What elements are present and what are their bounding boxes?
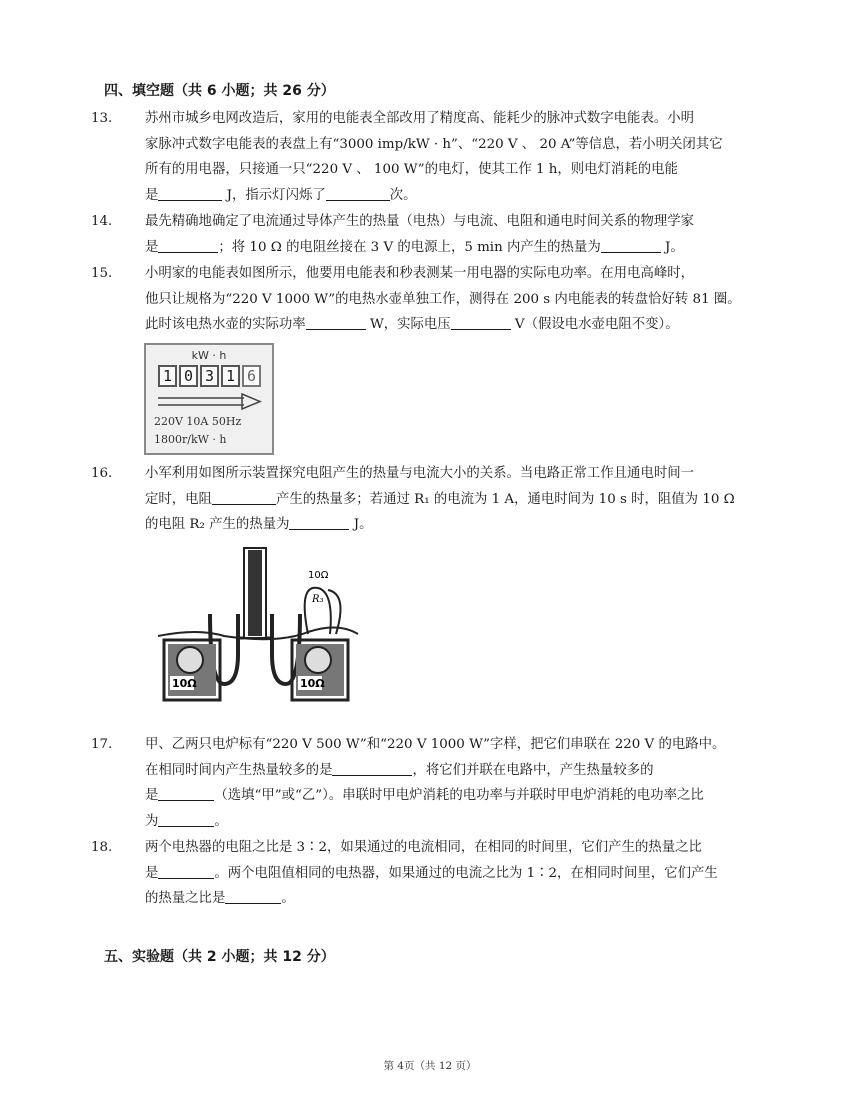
answer-blank[interactable] bbox=[601, 238, 661, 253]
q18-line3-text: 的热量之比是 bbox=[145, 891, 226, 907]
q13-line3: 所有的用电器，只接通一只“220 V 、 100 W”的电灯，使其工作 1 h，则电灯消耗的电能 bbox=[145, 162, 678, 178]
q13-line2: 家脉冲式数字电能表的表盘上有“3000 imp/kW · h”、“220 V 、 20 A”等信息，若小明关闭其它 bbox=[145, 136, 723, 152]
meter-spec: 220V 10A 50Hz bbox=[154, 415, 242, 428]
question-number: 14. bbox=[91, 214, 113, 229]
answer-blank[interactable] bbox=[289, 515, 349, 530]
right-resistor-label: 10Ω bbox=[300, 677, 325, 690]
q17-line3-text: （选填“甲”或“乙”）。串联时甲电炉消耗的电功率与并联时甲电炉消耗的电功率之比 bbox=[214, 788, 704, 804]
page-footer: 第 4页（共 12 页） bbox=[383, 1060, 477, 1072]
q18-line2-text: 。两个电阻值相同的电热器，如果通过的电流之比为 1∶2，在相同时间里，它们产生 bbox=[214, 865, 718, 881]
q17-line4-text: 。 bbox=[214, 814, 228, 830]
question-13 bbox=[91, 106, 766, 209]
arrow-icon bbox=[156, 393, 262, 411]
meter-digit: 0 bbox=[179, 365, 198, 387]
answer-blank[interactable] bbox=[158, 864, 214, 879]
q15-line3-text: V（假设电水壶电阻不变）。 bbox=[510, 317, 679, 333]
meter-digit: 3 bbox=[200, 365, 219, 387]
question-16 bbox=[91, 461, 766, 538]
section-title-fill-in: 四、填空题（共 6 小题；共 26 分） bbox=[104, 83, 335, 99]
q16-line1: 小军利用如图所示装置探究电阻产生的热量与电流大小的关系。当电路正常工作且通电时间一 bbox=[145, 466, 695, 481]
answer-blank[interactable] bbox=[158, 786, 214, 801]
q14-line2-text: 是 bbox=[145, 239, 159, 255]
answer-blank[interactable] bbox=[451, 315, 511, 330]
meter-digit: 1 bbox=[221, 365, 240, 387]
question-15 bbox=[91, 261, 766, 338]
q16-line2-text: 产生的热量多；若通过 R₁ 的电流为 1 A，通电时间为 10 s 时，阻值为 10 Ω bbox=[275, 491, 735, 507]
answer-blank[interactable] bbox=[158, 238, 218, 253]
answer-blank[interactable] bbox=[158, 186, 222, 201]
question-18 bbox=[91, 835, 766, 912]
q18-line2-text: 是 bbox=[145, 865, 159, 881]
question-number: 17. bbox=[91, 737, 113, 752]
q17-line1: 甲、乙两只电炉标有“220 V 500 W”和“220 V 1000 W”字样，把它们串联在 220 V 的电路中。 bbox=[145, 737, 726, 752]
meter-digit: 1 bbox=[158, 365, 177, 387]
q15-line3-text: 此时该电热水壶的实际功率 bbox=[145, 317, 306, 333]
question-number: 16. bbox=[91, 466, 113, 481]
question-14 bbox=[91, 209, 766, 260]
q17-line2-text: 在相同时间内产生热量较多的是 bbox=[145, 762, 333, 778]
q17-line2-text: ，将它们并联在电路中，产生热量较多的 bbox=[412, 762, 654, 778]
q14-line2-text: ；将 10 Ω 的电阻丝接在 3 V 的电源上，5 min 内产生的热量为 bbox=[218, 239, 601, 255]
question-number: 13. bbox=[91, 111, 113, 126]
q14-line1: 最先精确地确定了电流通过导体产生的热量（电热）与电流、电阻和通电时间关系的物理学家 bbox=[145, 214, 695, 229]
answer-blank[interactable] bbox=[332, 761, 412, 776]
q17-line4-text: 为 bbox=[145, 814, 159, 830]
q16-line2-text: 定时，电阻 bbox=[145, 491, 212, 507]
question-number: 15. bbox=[91, 266, 113, 281]
answer-blank[interactable] bbox=[212, 490, 276, 505]
answer-blank[interactable] bbox=[225, 889, 281, 904]
q13-line4-text: J，指示灯闪烁了 bbox=[222, 188, 326, 204]
heating-apparatus-figure bbox=[158, 544, 368, 704]
q15-line2: 他只让规格为“220 V 1000 W”的电热水壶单独工作，测得在 200 s 内电能表的转盘恰好转 81 圈。 bbox=[145, 291, 741, 307]
energy-meter-figure bbox=[144, 343, 274, 455]
meter-digit: 6 bbox=[242, 365, 261, 387]
q18-line3-text: 。 bbox=[281, 891, 295, 907]
question-number: 18. bbox=[91, 840, 113, 855]
q15-line3-text: W，实际电压 bbox=[365, 317, 451, 333]
question-17 bbox=[91, 732, 766, 835]
q17-line3-text: 是 bbox=[145, 788, 159, 804]
meter-digits bbox=[158, 365, 261, 387]
q13-line4-text: 是 bbox=[145, 188, 159, 204]
q15-line1: 小明家的电能表如图所示，他要用电能表和秒表测某一用电器的实际电功率。在用电高峰时， bbox=[145, 266, 695, 281]
section-title-experiment: 五、实验题（共 2 小题；共 12 分） bbox=[104, 949, 335, 965]
answer-blank[interactable] bbox=[158, 812, 214, 827]
q13-line4-text: 次。 bbox=[389, 188, 417, 204]
q13-line1: 苏州市城乡电网改造后，家用的电能表全部改用了精度高、能耗少的脉冲式数字电能表。小明 bbox=[145, 111, 695, 126]
q18-line1: 两个电热器的电阻之比是 3∶2，如果通过的电流相同，在相同的时间里，它们产生的热量之比 bbox=[145, 840, 702, 855]
meter-revolutions: 1800r/kW · h bbox=[154, 433, 227, 446]
q14-line2-text: J。 bbox=[660, 239, 684, 255]
q16-line3-text: 的电阻 R₂ 产生的热量为 bbox=[145, 517, 290, 533]
answer-blank[interactable] bbox=[306, 315, 366, 330]
answer-blank[interactable] bbox=[326, 186, 390, 201]
left-resistor-label: 10Ω bbox=[172, 677, 197, 690]
r3-label: R₃ bbox=[312, 594, 324, 605]
q16-line3-text: J。 bbox=[349, 517, 373, 533]
meter-unit: kW · h bbox=[191, 349, 227, 362]
r3-value-label: 10Ω bbox=[308, 570, 329, 581]
